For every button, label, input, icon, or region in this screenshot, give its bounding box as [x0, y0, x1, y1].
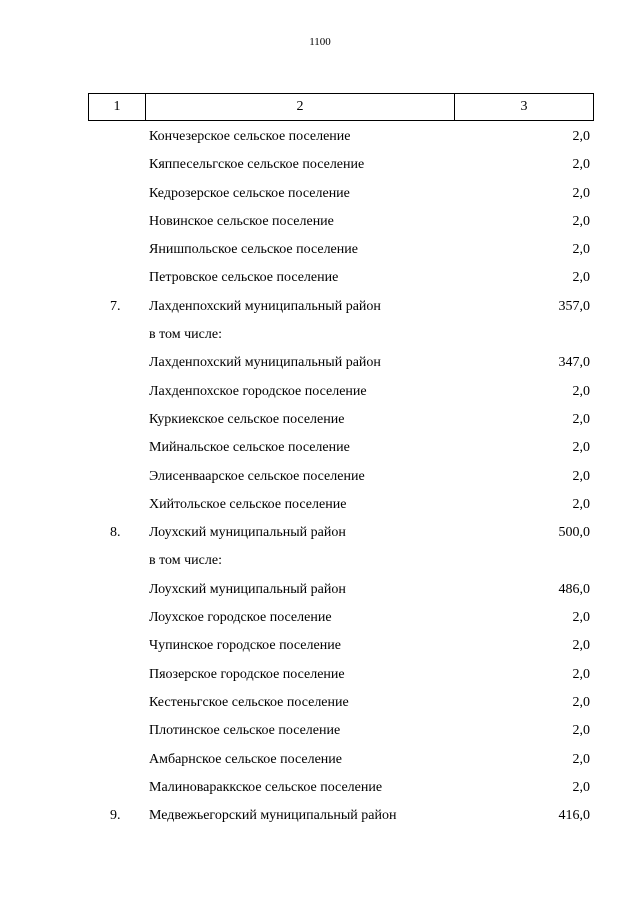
row-value: 2,0: [572, 468, 590, 484]
row-name: Петровское сельское поселение: [149, 270, 339, 286]
row-value: 416,0: [558, 808, 590, 824]
table-header: [88, 93, 594, 121]
row-name: Кедрозерское сельское поселение: [149, 185, 350, 201]
row-name: Малиновараккское сельское поселение: [149, 779, 383, 795]
row-value: 2,0: [572, 496, 590, 512]
row-value: 2,0: [572, 270, 590, 286]
row-name: Кестеньгское сельское поселение: [149, 694, 349, 710]
row-value: 2,0: [572, 185, 590, 201]
table-row: [0, 520, 640, 548]
row-name: Хийтольское сельское поселение: [149, 496, 347, 512]
row-name: Кяппесельгское сельское поселение: [149, 157, 365, 173]
page-number: 1100: [309, 36, 331, 48]
row-name: Лоухский муниципальный район: [149, 525, 346, 541]
row-name: Новинское сельское поселение: [149, 213, 334, 229]
table-row: [0, 492, 640, 520]
table-row: [0, 350, 640, 378]
row-name: Куркиекское сельское поселение: [149, 411, 345, 427]
header-col-2: 2: [146, 94, 455, 120]
table-row: [0, 209, 640, 237]
row-name: Лахденпохское городское поселение: [149, 383, 367, 399]
table-row: [0, 747, 640, 775]
table-row: [0, 407, 640, 435]
row-value: 2,0: [572, 638, 590, 654]
row-name: Лахденпохский муниципальный район: [149, 355, 381, 371]
table-row: [0, 633, 640, 661]
table-row: [0, 605, 640, 633]
table-row: [0, 548, 640, 576]
row-value: 2,0: [572, 440, 590, 456]
table-row: [0, 803, 640, 831]
row-name: Плотинское сельское поселение: [149, 723, 341, 739]
table-row: [0, 662, 640, 690]
row-name: Медвежьегорский муниципальный район: [149, 808, 397, 824]
table-body: [0, 124, 640, 831]
row-number: 7.: [110, 298, 121, 314]
table-row: [0, 322, 640, 350]
table-row: [0, 775, 640, 803]
table-row: [0, 294, 640, 322]
row-value: 486,0: [558, 581, 590, 597]
row-value: 2,0: [572, 751, 590, 767]
table-row: [0, 718, 640, 746]
row-value: 2,0: [572, 383, 590, 399]
row-value: 2,0: [572, 242, 590, 258]
row-value: 2,0: [572, 610, 590, 626]
table-row: [0, 265, 640, 293]
table-row: [0, 237, 640, 265]
row-name: в том числе:: [149, 327, 222, 343]
table-row: [0, 379, 640, 407]
row-value: 2,0: [572, 723, 590, 739]
table-row: [0, 577, 640, 605]
header-col-1: 1: [89, 94, 146, 120]
table-row: [0, 690, 640, 718]
row-name: Чупинское городское поселение: [149, 638, 341, 654]
row-name: Лахденпохский муниципальный район: [149, 298, 381, 314]
table-row: [0, 124, 640, 152]
row-name: Янишпольское сельское поселение: [149, 242, 358, 258]
table-row: [0, 435, 640, 463]
row-name: Кончезерское сельское поселение: [149, 129, 351, 144]
row-value: 2,0: [572, 694, 590, 710]
row-value: 2,0: [572, 129, 590, 144]
row-value: 2,0: [572, 157, 590, 173]
row-value: 347,0: [558, 355, 590, 371]
row-name: в том числе:: [149, 553, 222, 569]
row-name: Лоухский муниципальный район: [149, 581, 346, 597]
row-name: Лоухское городское поселение: [149, 610, 332, 626]
row-number: 9.: [110, 808, 121, 824]
row-value: 2,0: [572, 779, 590, 795]
row-value: 2,0: [572, 666, 590, 682]
row-name: Амбарнское сельское поселение: [149, 751, 342, 767]
header-col-3: 3: [520, 99, 528, 114]
row-value: 2,0: [572, 411, 590, 427]
row-value: 2,0: [572, 213, 590, 229]
table-row: [0, 464, 640, 492]
row-value: 357,0: [558, 298, 590, 314]
row-number: 8.: [110, 525, 121, 541]
table-row: [0, 181, 640, 209]
row-value: 500,0: [558, 525, 590, 541]
table-row: [0, 152, 640, 180]
row-name: Пяозерское городское поселение: [149, 666, 345, 682]
row-name: Элисенваарское сельское поселение: [149, 468, 365, 484]
row-name: Мийнальское сельское поселение: [149, 440, 350, 456]
